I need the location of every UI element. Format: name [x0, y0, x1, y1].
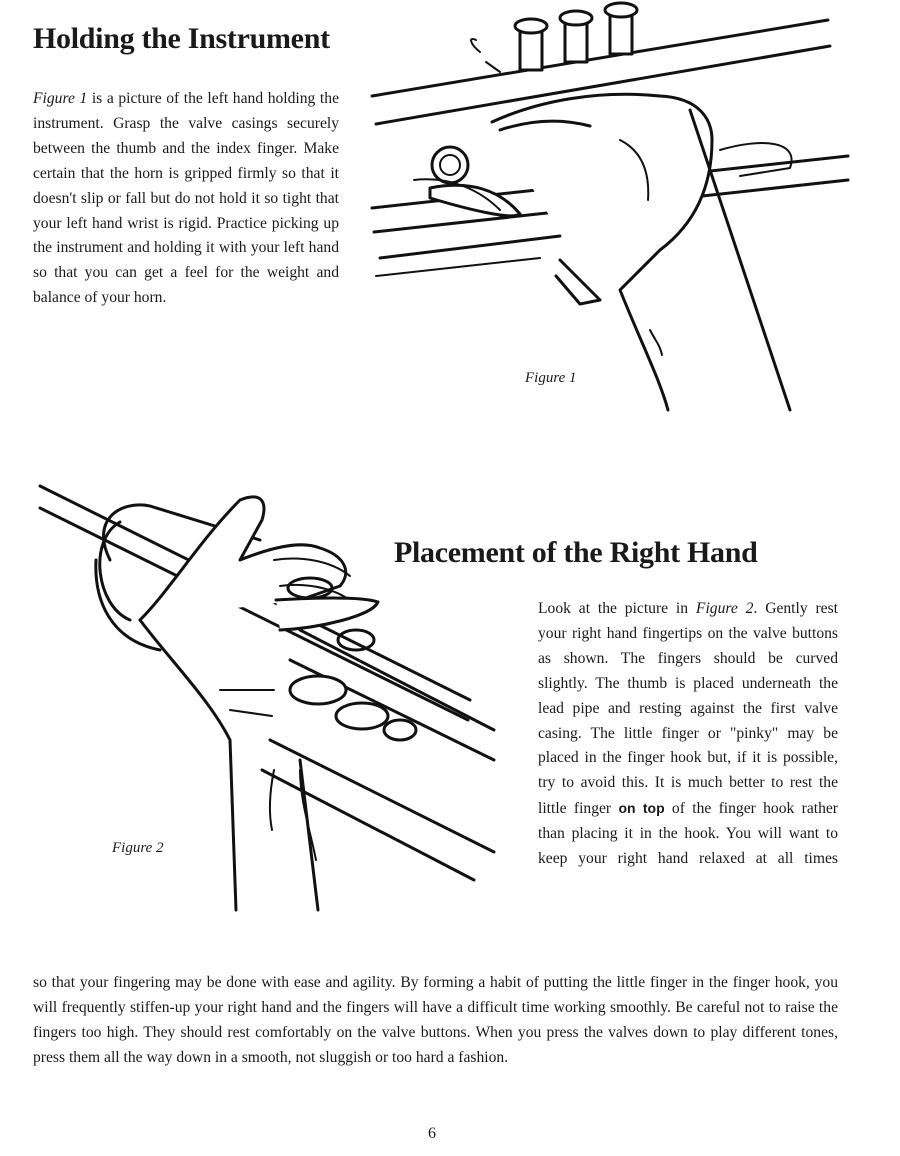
figure-2-caption: Figure 2	[112, 840, 164, 856]
figure-1-reference: Figure 1	[33, 90, 88, 107]
figure-2-reference: Figure 2	[695, 600, 754, 617]
holding-instrument-text: is a picture of the left hand holding the instrument. Grasp the valve casings securely between the thumb and the index finger. Make certain that the horn is gripped firmly so that it doesn't slip or fall but do not hold it so tight that your left hand wrist is rigid. Practice picking up the instrument and holding it with your left hand so that you can get a feel for the weight and balance of your horn.	[33, 90, 339, 307]
right-hand-intro: Look at the picture in	[538, 600, 696, 617]
on-top-emphasis: on top	[618, 800, 665, 817]
figure-1-illustration	[372, 3, 848, 410]
figure-1-caption: Figure 1	[525, 370, 577, 386]
right-hand-continuation: so that your fingering may be done with ease and agility. By forming a habit of putting the little finger in the finger hook, you will frequently stiffen-up your right hand and the fingers will have a difficult time working smoothly. Be careful not to raise the fingers too high. They should rest comfortably on the valve buttons. When you press the valves down to play different tones, press them all the way down in a smooth, not sluggish or too hard a fashion.	[33, 974, 838, 1066]
right-hand-paragraph	[538, 597, 838, 872]
heading-holding-instrument: Holding the Instrument	[33, 22, 330, 55]
heading-placement-right-hand: Placement of the Right Hand	[394, 536, 758, 569]
holding-instrument-paragraph	[33, 87, 339, 311]
right-hand-text-a: . Gently rest your right hand fingertips on the valve buttons as shown. The fingers should be curved slightly. The thumb is placed underneath the lead pipe and resting against the first valve casing. The little finger or "pinky" may be placed in the finger hook but, if it is possible, try to avoid this. It is much better to rest the little finger	[538, 600, 838, 818]
page-number: 6	[428, 1125, 436, 1142]
right-hand-text-b: of the finger hook rather than placing it in the hook. You will want to keep your right hand relaxed at all times	[538, 800, 838, 868]
